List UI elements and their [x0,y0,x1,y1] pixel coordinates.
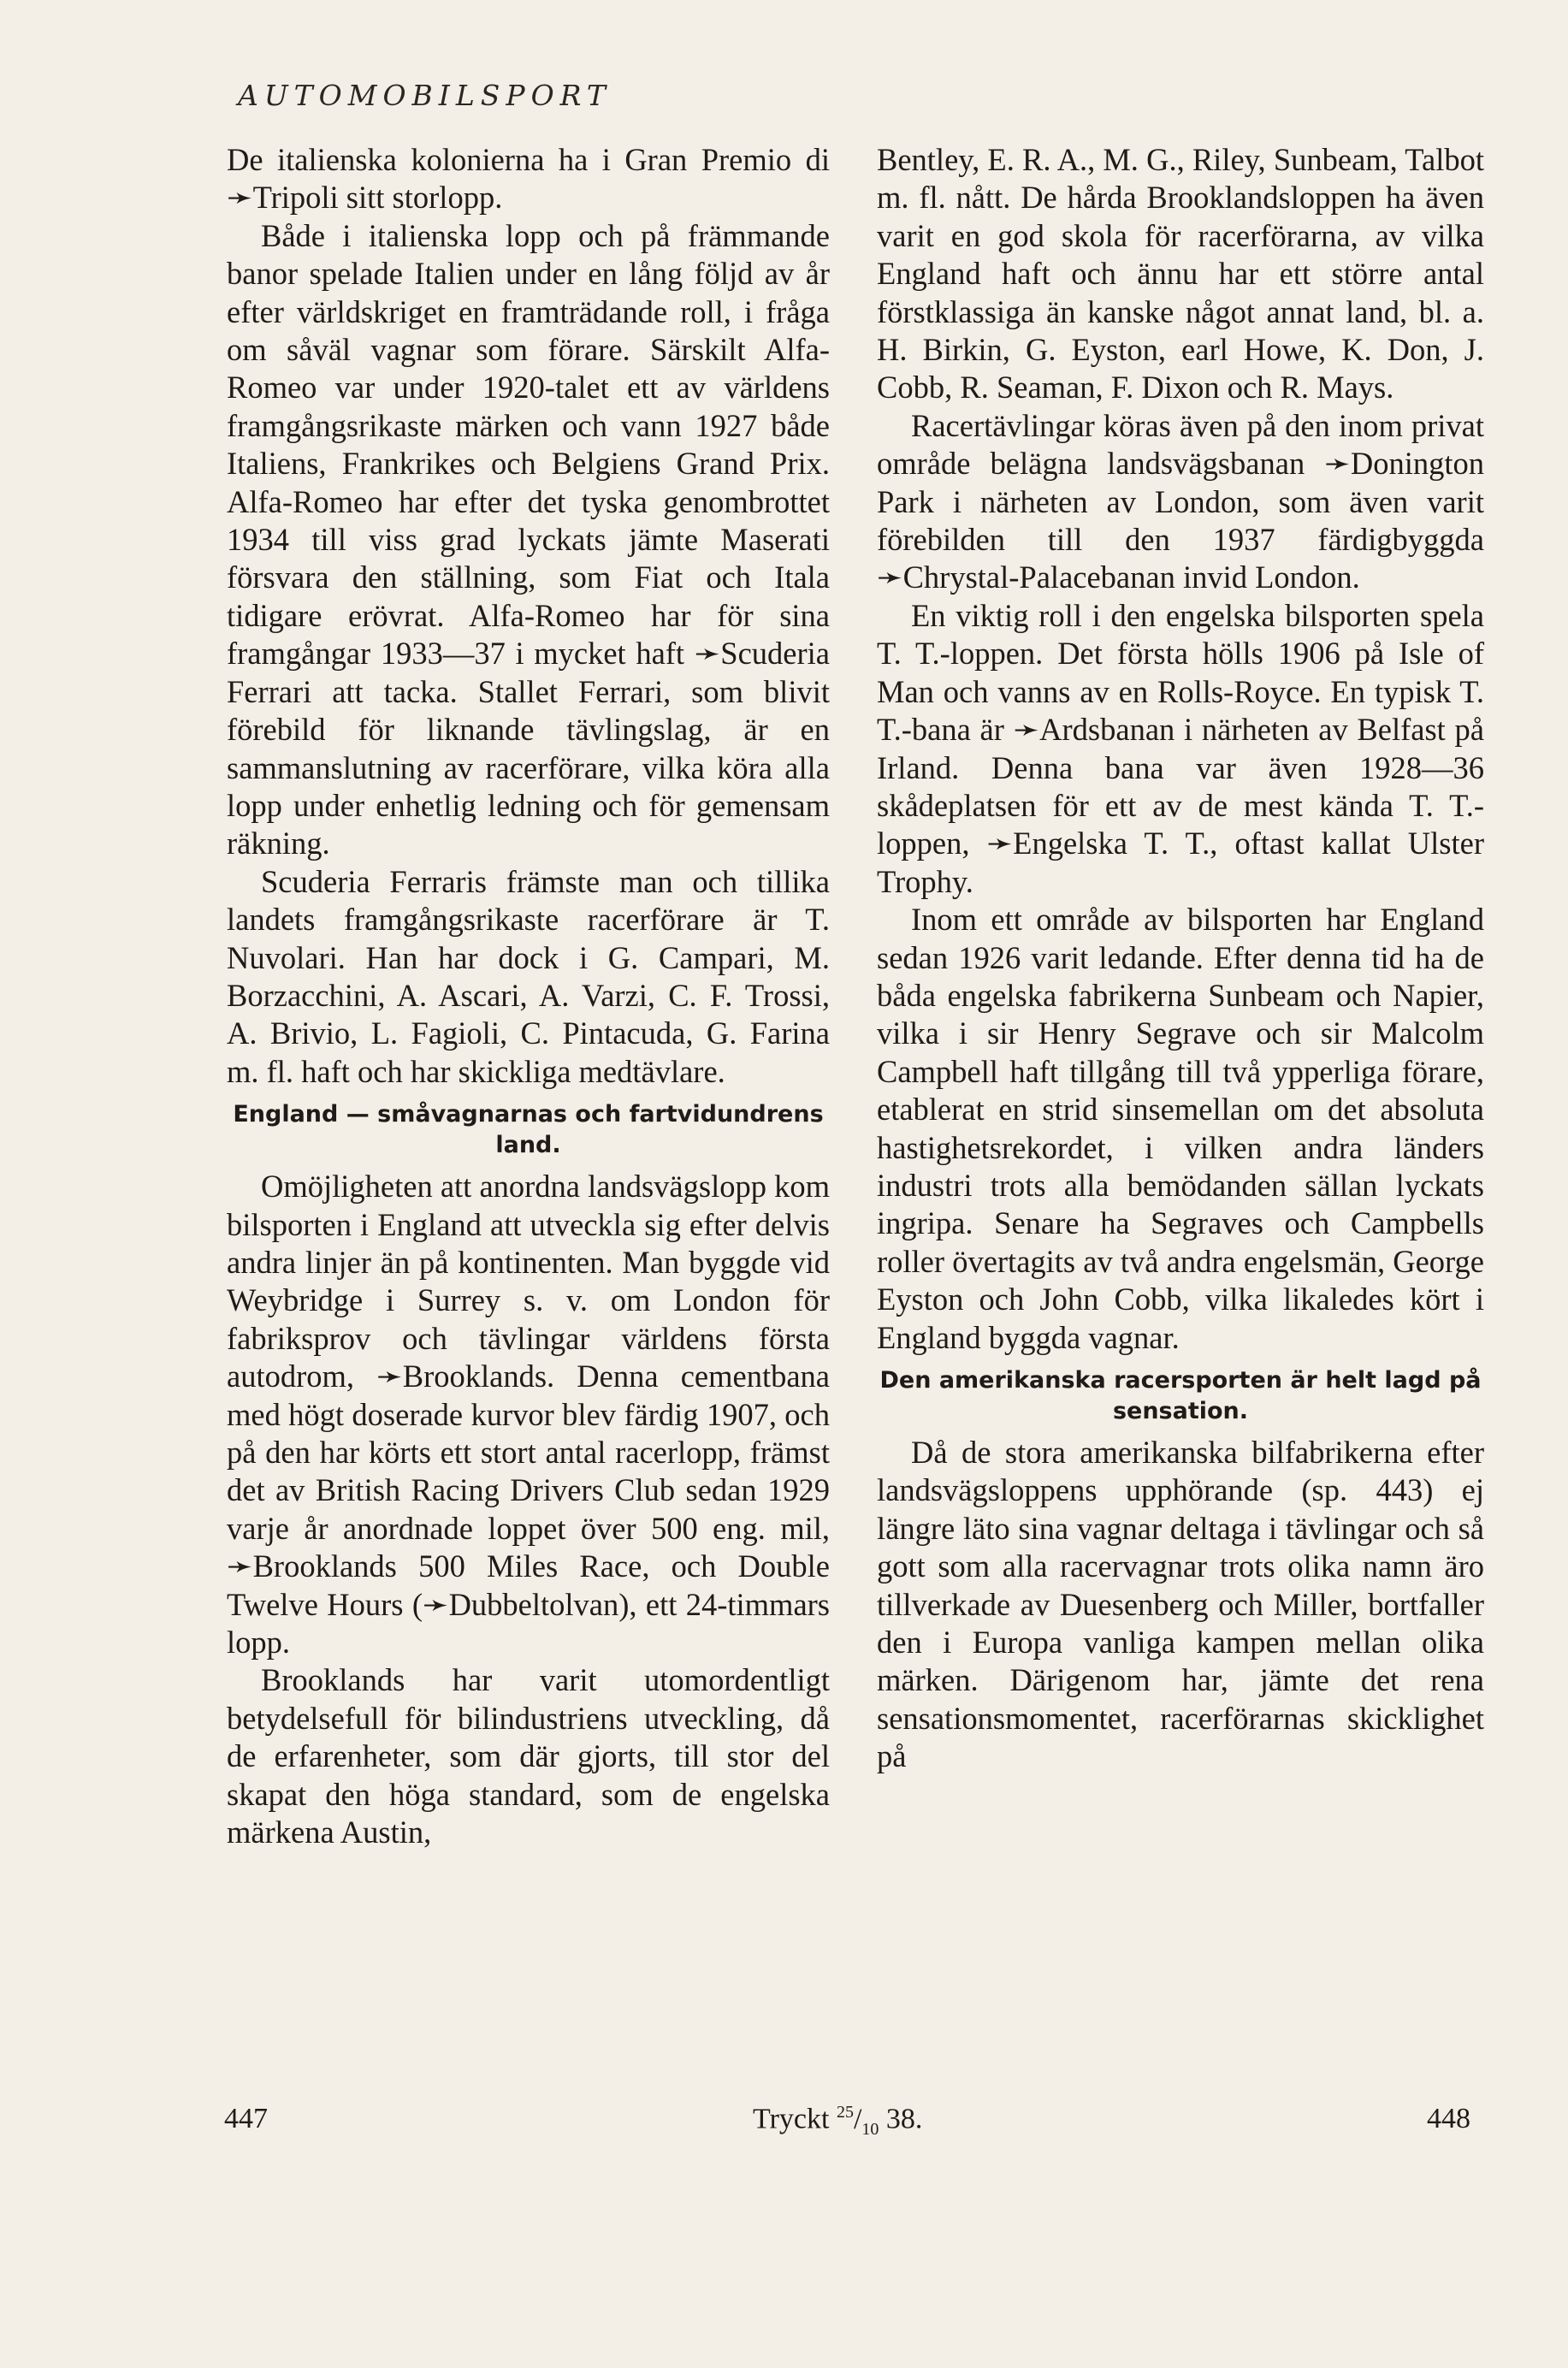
section-heading: England — småvagnarnas och fartvidundrens land. [233,1101,824,1159]
print-prefix: Tryckt [753,2103,830,2135]
print-date: Tryckt $^{25}/_{10}$ 38. [753,2103,923,2140]
running-title: AUTOMOBILSPORT [238,79,612,112]
paragraph: Scuderia Ferraris främste man och tillika landets framgångsrikaste racerförare är T. Nuvolari. Han har dock i G. Campari, M. Borzacchini, A. Ascari, A. Varzi, C. F. Trossi, A. Brivio, L. Fagioli, C. Pintacuda, G. Farina m. fl. haft och har skickliga medtävlare. [227,863,830,1089]
paragraph: Både i italienska lopp och på främmande banor spelade Italien under en lång följd av år efter världskriget en framträdande roll, i fråga om såväl vagnar som förare. Särskilt Alfa-Romeo var under 1920-talet ett av världens framgångsrikaste märken och vann 1927 både Italiens, Frankrikes och Belgiens Grand Prix. Alfa-Romeo har efter det tyska genombrottet 1934 till viss grad lyckats jämte Maserati försvara den ställning, som Fiat och Itala tidigare erövrat. Alfa-Romeo har för sina framgångar 1933—37 i mycket haft ➛Scuderia Ferrari att tacka. Stallet Ferrari, som blivit förebild för liknande tävlingslag, är en sammanslutning av racerförare, vilka köra alla lopp under enhetlig ledning och för gemensam räkning. [227,217,830,861]
paragraph: Bentley, E. R. A., M. G., Riley, Sunbeam, Talbot m. fl. nått. De hårda Brooklandsloppen ha även varit en god skola för racerförarna, av vilka England haft och ännu har ett större antal förstklassiga än kanske något annat land, bl. a. H. Birkin, G. Eyston, earl Howe, K. Don, J. Cobb, R. Seaman, F. Dixon och R. Mays. [877,142,1484,406]
paragraph: Inom ett område av bilsporten har England sedan 1926 varit ledande. Efter denna tid ha de båda engelska fabrikerna Sunbeam och Napier, vilka i sir Henry Segrave och sir Malcolm Campbell haft tillgång till två ypperliga förare, etablerat en strid sinsemellan om det absoluta hastighetsrekordet, i vilken andra länders industri trots alla bemödanden sällan lyckats ingripa. Senare ha Segraves och Campbells roller övertagits av två andra engelsmän, George Eyston och John Cobb, vilka likaledes kört i England byggda vagnar. [877,902,1484,1355]
section-heading: Den amerikanska racersporten är helt lagd på sensation. [879,1367,1482,1424]
paragraph: De italienska kolonierna ha i Gran Premio di ➛Tripoli sitt storlopp. [227,142,830,216]
paragraph: Omöjligheten att anordna landsvägslopp kom bilsporten i England att utveckla sig efter delvis andra linjer än på kontinenten. Man byggde vid Weybridge i Surrey s. v. om London för fabriksprov och tävlingar världens första autodrom, ➛Brooklands. Denna cementbana med högt doserade kurvor blev färdig 1907, och på den har körts ett stort antal racerlopp, främst det av British Racing Drivers Club sedan 1929 varje år anordnade loppet över 500 eng. mil, ➛Brooklands 500 Miles Race, och Double Twelve Hours (➛Dubbeltolvan), ett 24-timmars lopp. [227,1169,830,1661]
print-day: 25 [836,2103,854,2122]
paragraph: Racertävlingar köras även på den inom privat område belägna landsvägsbanan ➛Donington Park i närheten av London, som även varit förebilden till den 1937 färdigbyggda ➛Chrystal-Palacebanan invid London. [877,407,1484,595]
left-page-number: 447 [224,2103,268,2134]
paragraph: Då de stora amerikanska bilfabrikerna efter landsvägsloppens upphörande (sp. 443) ej längre läto sina vagnar deltaga i tävlingar och så gott som alla racervagnar trots olika namn äro tillverkade av Duesenberg och Miller, bortfaller den i Europa vanliga kampen mellan olika märken. Därigenom har, jämte det rena sensationsmomentet, racerförarnas skicklighet på [877,1435,1484,1774]
paragraph: Brooklands har varit utomordentligt betydelsefull för bilindustriens utveckling, då de erfarenheter, som där gjorts, till stor del skapat den höga standard, som de engelska märkena Austin, [227,1662,830,1850]
right-page-number: 448 [1427,2103,1470,2134]
print-month: 10 [861,2120,879,2140]
right-column [877,141,1484,1776]
left-column [227,141,830,1851]
paragraph: En viktig roll i den engelska bilsporten spela T. T.-loppen. Det första hölls 1906 på Isle of Man och vanns av en Rolls-Royce. En typisk T. T.-bana är ➛Ardsbanan i närheten av Belfast på Irland. Denna bana var även 1928—36 skådeplatsen för ett av de mest kända T. T.-loppen, ➛Engelska T. T., oftast kallat Ulster Trophy. [877,597,1484,899]
print-year: 38. [885,2103,923,2135]
